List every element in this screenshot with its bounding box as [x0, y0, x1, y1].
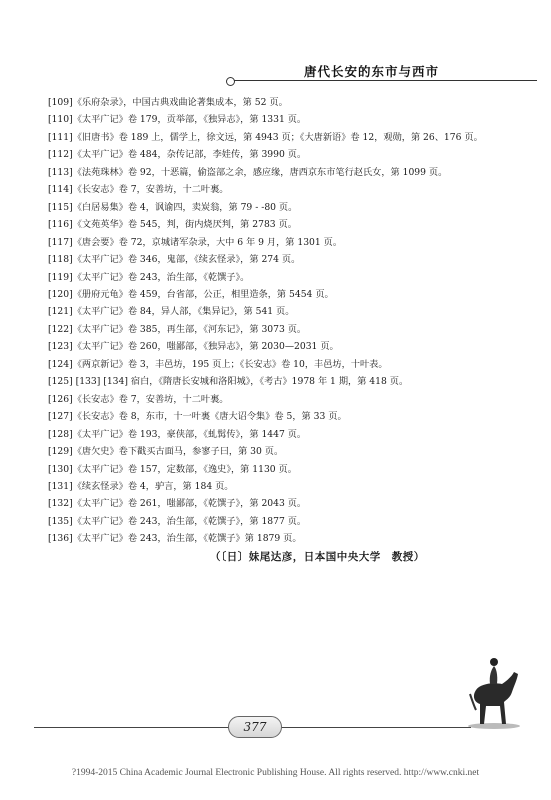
endnotes-list — [48, 94, 493, 548]
endnote: [109]《乐府杂录》，中国古典戏曲论著集成本，第 52 页。 — [48, 97, 288, 108]
endnote: [126]《长安志》卷 7，安善坊，十二叶裏。 — [48, 393, 229, 405]
header-rule — [230, 80, 537, 81]
horse-rider-figurine-icon — [462, 650, 526, 730]
endnote: [111]《旧唐书》卷 189 上，儒学上，徐文远，第 4943 页；《大唐新语》卷 12，观勋，第 26、176 页。 — [48, 131, 483, 143]
endnote: [129]《唐欠史》卷下戳买古面马，参寥子曰，第 30 页。 — [48, 446, 284, 458]
endnote: [116]《文苑英华》卷 545，判，街内烧厌判，第 2783 页。 — [48, 219, 297, 231]
endnote: [135]《太平广记》卷 243，治生部，《乾馔子》，第 1877 页。 — [48, 515, 307, 527]
author-byline: （〔日〕妹尾达彦，日本国中央大学 教授） — [210, 551, 425, 563]
endnote: [110]《太平广记》卷 179，贡举部，《独异志》，第 1331 页。 — [48, 114, 307, 126]
endnote: [122]《太平广记》卷 385，再生部，《河东记》，第 3073 页。 — [48, 323, 307, 335]
endnote: [132]《太平广记》卷 261，嗤鄙部，《乾馔子》，第 2043 页。 — [48, 498, 307, 510]
endnote: [128]《太平广记》卷 193，豪侠部，《虬髯传》，第 1447 页。 — [48, 428, 307, 440]
endnote: [136]《太平广记》卷 243，治生部，《乾馔子》第 1879 页。 — [48, 533, 302, 545]
endnote: [119]《太平广记》卷 243，治生部，《乾馔子》。 — [48, 271, 250, 283]
endnote: [114]《长安志》卷 7，安善坊，十二叶裏。 — [48, 184, 229, 196]
endnote: [123]《太平广记》卷 260，嗤鄙部，《独异志》，第 2030—2031 页。 — [48, 341, 339, 353]
endnote: [125] [133] [134] 宿白，《隋唐长安城和洛阳城》，《考古》1978 年 1 期，第 418 页。 — [48, 376, 409, 388]
running-header-title: 唐代长安的东市与西市 — [303, 64, 439, 79]
endnote: [124]《两京新记》卷 3，丰邑坊，195 页上；《长安志》卷 10，丰邑坊，十叶表。 — [48, 358, 388, 370]
endnote: [120]《册府元龟》卷 459，台省部，公正，相里造条，第 5454 页。 — [48, 288, 334, 300]
endnote: [112]《太平广记》卷 484，杂传记部，李娃传，第 3990 页。 — [48, 149, 307, 161]
endnote: [121]《太平广记》卷 84，异人部，《集异记》，第 541 页。 — [48, 306, 295, 318]
header-rule-ornament-icon — [226, 77, 235, 86]
endnote: [113]《法苑珠林》卷 92，十恶篇，偷盗部之余，感应缘，唐西京东市笔行赵氏女，第 1099 页。 — [48, 166, 448, 178]
page-number: 377 — [228, 716, 282, 738]
endnote: [131]《续玄怪录》卷 4，驴言，第 184 页。 — [48, 480, 234, 492]
endnote: [130]《太平广记》卷 157，定数部，《逸史》，第 1130 页。 — [48, 463, 297, 475]
endnote: [115]《白居易集》卷 4，讽谕四，卖炭翁，第 79 - -80 页。 — [48, 201, 298, 213]
endnote: [118]《太平广记》卷 346，鬼部，《续玄怪录》，第 274 页。 — [48, 254, 301, 266]
endnote: [117]《唐会要》卷 72，京城诸军杂录，大中 6 年 9 月，第 1301 页。 — [48, 236, 343, 248]
copyright-notice: ?1994-2015 China Academic Journal Electronic Publishing House. All rights reserved. http://www.cnki.net — [71, 768, 480, 778]
endnote: [127]《长安志》卷 8，东市，十一叶裏《唐大诏令集》卷 5，第 33 页。 — [48, 411, 347, 423]
